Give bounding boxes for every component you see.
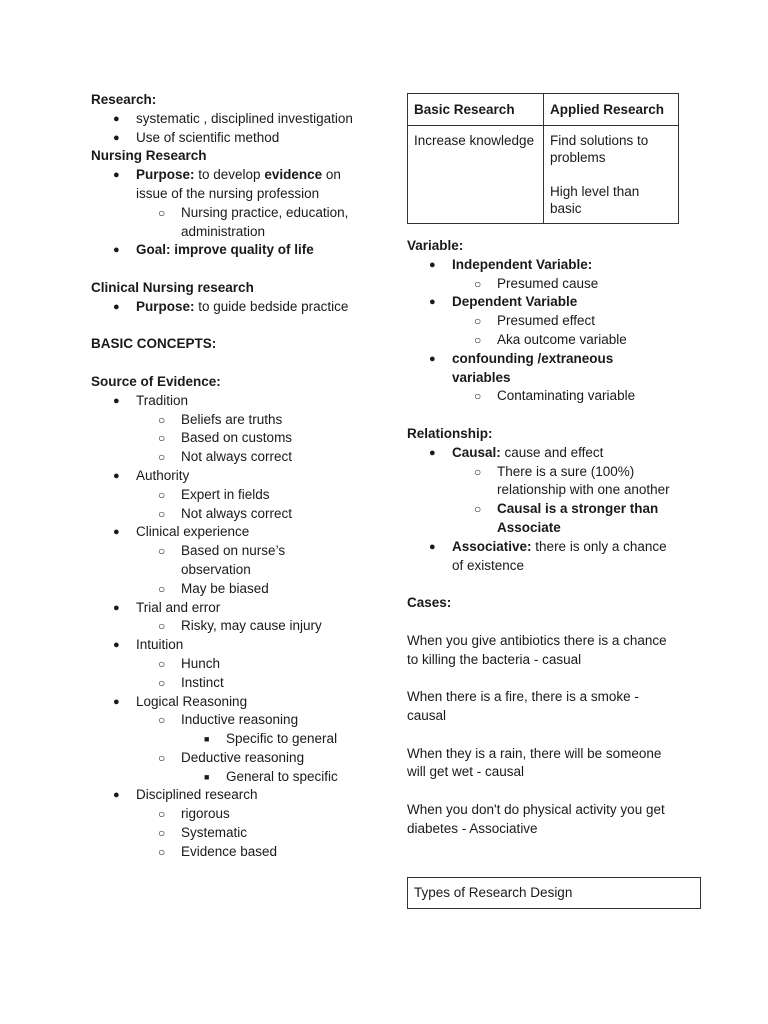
text-span: Clinical experience	[136, 524, 250, 540]
text-span: issue of the nursing profession	[136, 185, 320, 201]
text-span: Based on customs	[181, 430, 293, 446]
bullet-icon: ●	[113, 526, 120, 539]
text-line	[407, 594, 707, 613]
text-span: Associative:	[452, 538, 532, 554]
list-item	[91, 429, 381, 448]
list-item	[91, 542, 381, 561]
text-line	[91, 147, 381, 166]
bullet-icon: ■	[204, 734, 210, 745]
list-item	[91, 411, 381, 430]
list-item	[91, 674, 381, 693]
list-item	[407, 350, 707, 369]
text-span: observation	[181, 561, 251, 577]
text-span: Source of Evidence:	[91, 373, 221, 389]
text-span: Nursing Research	[91, 148, 207, 164]
text-line	[91, 373, 381, 392]
text-span: confounding /extraneous	[452, 350, 614, 366]
bullet-icon: ●	[429, 446, 436, 459]
text-span: Based on nurse’s	[181, 543, 286, 559]
text-span: Not always correct	[181, 505, 293, 521]
text-span: Nursing practice, education,	[181, 204, 349, 220]
list-item	[407, 481, 707, 500]
list-item	[91, 655, 381, 674]
text-span: to guide bedside practice	[194, 298, 349, 314]
spacer	[407, 406, 707, 425]
text-span: Causal:	[452, 444, 501, 460]
text-line	[407, 632, 707, 651]
text-span: Intuition	[136, 637, 184, 653]
list-item	[91, 730, 381, 749]
text-span: Expert in fields	[181, 486, 270, 502]
bullet-icon: ●	[113, 131, 120, 144]
bullet-icon: ●	[113, 300, 120, 313]
bullet-icon: ○	[474, 389, 482, 404]
text-line	[91, 335, 381, 354]
text-span: Cases:	[407, 595, 452, 611]
text-span: Trial and error	[136, 599, 221, 615]
list-item	[91, 636, 381, 655]
bullet-icon: ●	[113, 601, 120, 614]
text-span: Presumed cause	[497, 275, 599, 291]
bullet-icon: ●	[429, 258, 436, 271]
text-line	[407, 745, 707, 764]
text-line	[91, 91, 381, 110]
text-span: Systematic	[181, 825, 248, 841]
text-span: administration	[181, 223, 266, 239]
text-span: Clinical Nursing research	[91, 279, 254, 295]
list-item	[407, 256, 707, 275]
list-item	[91, 617, 381, 636]
text-span: evidence	[264, 167, 323, 183]
text-span: Logical Reasoning	[136, 693, 248, 709]
text-line	[407, 801, 707, 820]
text-span: Dependent Variable	[452, 294, 578, 310]
list-item	[91, 223, 381, 242]
text-span: Use of scientific method	[136, 129, 280, 145]
table-cell-applied-line1: Find solutions to problems	[550, 133, 649, 165]
text-span: relationship with one another	[497, 482, 670, 498]
bullet-icon: ○	[158, 506, 166, 521]
text-span: causal	[407, 707, 447, 723]
text-span: systematic , disciplined investigation	[136, 110, 353, 126]
right-column	[407, 237, 707, 839]
text-span: Tradition	[136, 392, 189, 408]
bullet-icon: ○	[158, 544, 166, 559]
bullet-icon: ●	[113, 695, 120, 708]
text-span: Independent Variable:	[452, 256, 593, 272]
text-line	[407, 763, 707, 782]
text-span: Contaminating variable	[497, 388, 636, 404]
bullet-icon: ○	[158, 826, 166, 841]
text-span: Authority	[136, 467, 190, 483]
bullet-icon: ●	[429, 352, 436, 365]
bullet-icon: ●	[113, 394, 120, 407]
spacer	[407, 613, 707, 632]
bullet-icon: ○	[474, 276, 482, 291]
text-line	[91, 279, 381, 298]
list-item	[91, 561, 381, 580]
bullet-icon: ○	[474, 464, 482, 479]
text-span: There is a sure (100%)	[497, 463, 635, 479]
bullet-icon: ●	[113, 469, 120, 482]
text-span: Causal is a stronger than	[497, 501, 659, 517]
text-span: Inductive reasoning	[181, 712, 299, 728]
text-span: Variable:	[407, 238, 464, 253]
list-item	[91, 241, 381, 260]
text-span: cause and effect	[500, 444, 604, 460]
text-line	[407, 707, 707, 726]
list-item	[91, 523, 381, 542]
list-item	[91, 693, 381, 712]
spacer	[407, 782, 707, 801]
text-span: BASIC CONCEPTS:	[91, 336, 217, 352]
research-comparison-table	[407, 93, 679, 224]
text-span: will get wet - causal	[407, 764, 525, 780]
bullet-icon: ○	[158, 844, 166, 859]
spacer	[91, 260, 381, 279]
list-item	[407, 312, 707, 331]
spacer	[91, 317, 381, 336]
bullet-icon: ○	[474, 332, 482, 347]
list-item	[407, 293, 707, 312]
bullet-icon: ○	[158, 487, 166, 502]
bullet-icon: ●	[113, 639, 120, 652]
bullet-icon: ■	[204, 771, 210, 782]
bullet-icon: ○	[158, 431, 166, 446]
list-item	[91, 467, 381, 486]
text-line	[407, 651, 707, 670]
text-span: Risky, may cause injury	[181, 618, 322, 634]
list-item	[91, 805, 381, 824]
text-span: rigorous	[181, 806, 230, 822]
text-span: to develop	[194, 167, 265, 183]
bullet-icon: ●	[429, 540, 436, 553]
list-item	[407, 519, 707, 538]
list-item	[407, 500, 707, 519]
text-span: Instinct	[181, 674, 224, 690]
text-span: May be biased	[181, 580, 269, 596]
left-column	[91, 91, 381, 862]
bullet-icon: ○	[158, 581, 166, 596]
text-line	[407, 425, 707, 444]
bullet-icon: ○	[158, 750, 166, 765]
text-span: Beliefs are truths	[181, 411, 283, 427]
text-line	[407, 237, 707, 256]
text-line	[407, 688, 707, 707]
list-item	[91, 786, 381, 805]
text-span: When there is a fire, there is a smoke -	[407, 689, 639, 705]
research-design-box: Types of Research Design	[407, 877, 701, 909]
list-item	[91, 298, 381, 317]
list-item	[407, 275, 707, 294]
list-item	[407, 369, 707, 388]
list-item	[407, 331, 707, 350]
text-span: there is only a chance	[531, 538, 667, 554]
list-item	[91, 486, 381, 505]
bullet-icon: ○	[158, 619, 166, 634]
bullet-icon: ○	[158, 450, 166, 465]
list-item	[91, 749, 381, 768]
text-span: Disciplined research	[136, 787, 258, 803]
list-item	[91, 166, 381, 185]
text-span: Relationship:	[407, 425, 493, 441]
list-item	[91, 824, 381, 843]
table-cell-applied	[544, 126, 679, 224]
bullet-icon: ○	[158, 675, 166, 690]
text-span: Presumed effect	[497, 313, 596, 329]
table-cell-applied-line2: High level than basic	[550, 184, 640, 216]
text-span: to killing the bacteria - casual	[407, 651, 582, 667]
bullet-icon: ○	[158, 807, 166, 822]
list-item	[91, 448, 381, 467]
list-item	[91, 505, 381, 524]
list-item	[91, 129, 381, 148]
table-cell-basic: Increase knowledge	[408, 126, 544, 224]
bullet-icon: ●	[113, 112, 120, 125]
bullet-icon: ○	[158, 713, 166, 728]
text-span: When you don't do physical activity you get	[407, 801, 665, 817]
spacer	[91, 354, 381, 373]
list-item	[91, 392, 381, 411]
list-item	[407, 557, 707, 576]
text-span: Aka outcome variable	[497, 331, 627, 347]
text-span: Associate	[497, 519, 561, 535]
list-item	[407, 538, 707, 557]
text-span: Evidence based	[181, 843, 278, 859]
list-item	[407, 463, 707, 482]
bullet-icon: ●	[113, 169, 120, 182]
table-header-basic: Basic Research	[408, 94, 544, 126]
text-span: When they is a rain, there will be someone	[407, 745, 662, 761]
list-item	[91, 185, 381, 204]
text-span: Research:	[91, 92, 157, 107]
bullet-icon: ○	[474, 314, 482, 329]
list-item	[91, 580, 381, 599]
list-item	[407, 444, 707, 463]
list-item	[91, 711, 381, 730]
text-line	[407, 820, 707, 839]
spacer	[407, 726, 707, 745]
list-item	[407, 387, 707, 406]
list-item	[91, 843, 381, 862]
bullet-icon: ●	[113, 244, 120, 257]
text-span: Hunch	[181, 655, 221, 671]
text-span: Not always correct	[181, 449, 293, 465]
bullet-icon: ○	[158, 656, 166, 671]
bullet-icon: ●	[429, 296, 436, 309]
list-item	[91, 204, 381, 223]
text-span: of existence	[452, 557, 525, 573]
bullet-icon: ○	[158, 205, 166, 220]
spacer	[407, 669, 707, 688]
text-span: diabetes - Associative	[407, 820, 538, 836]
bullet-icon: ○	[474, 502, 482, 517]
spacer	[407, 575, 707, 594]
list-item	[91, 110, 381, 129]
text-span: General to specific	[226, 768, 338, 784]
list-item	[91, 768, 381, 787]
list-item	[91, 599, 381, 618]
text-span: on	[322, 167, 341, 183]
text-span: When you give antibiotics there is a chance	[407, 632, 667, 648]
text-span: Goal: improve quality of life	[136, 242, 314, 258]
text-span: Deductive reasoning	[181, 749, 305, 765]
table-header-applied: Applied Research	[544, 94, 679, 126]
bullet-icon: ○	[158, 412, 166, 427]
text-span: variables	[452, 369, 511, 385]
text-span: Specific to general	[226, 731, 338, 747]
bullet-icon: ●	[113, 789, 120, 802]
text-span: Purpose:	[136, 298, 195, 314]
text-span: Purpose:	[136, 167, 195, 183]
